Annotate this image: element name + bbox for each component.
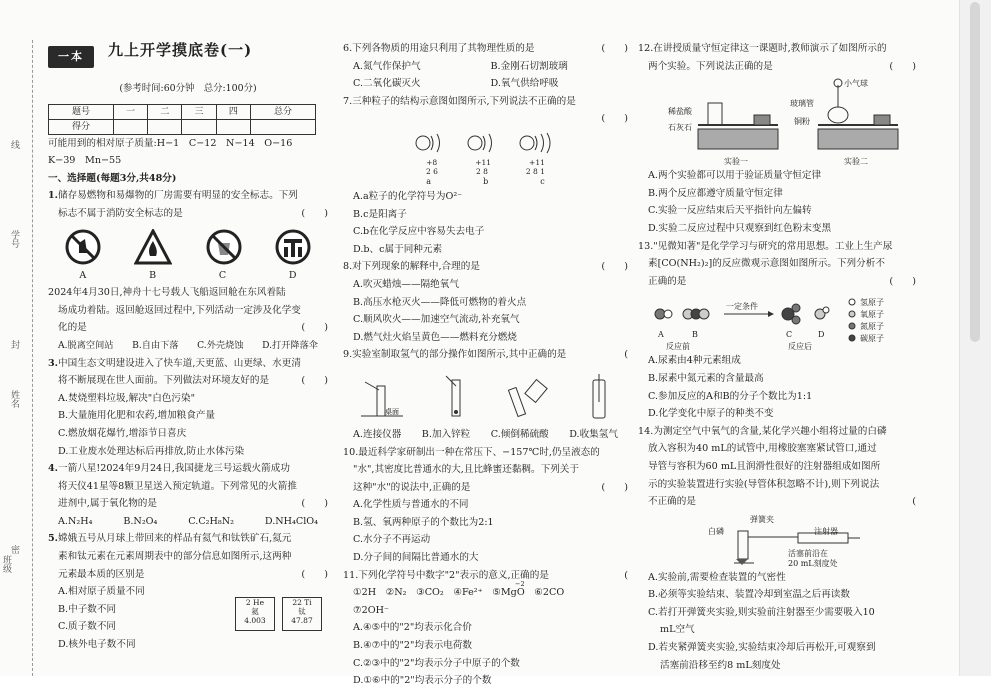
column-1 — [48, 40, 328, 654]
he-symbol: He — [253, 598, 265, 608]
answer-bracket: ( ) — [301, 322, 328, 334]
option-c[interactable]: C.②③中的"2"均表示分子中原子的个数 — [353, 657, 520, 669]
q10-text: 10.最近科学家研制出一种在常压下、−157℃时,仍呈液态的 — [343, 446, 600, 458]
q4-text: 将天仪41星等8颗卫星送入预定轨道。下列常见的火箭推 — [58, 480, 297, 492]
q4-text: 进剂中,属于氧化物的是 — [58, 498, 157, 510]
option-b[interactable]: B.高压水枪灭火——降低可燃物的着火点 — [353, 296, 527, 308]
answer-bracket: ( ) — [601, 481, 628, 493]
collect-hydrogen-icon — [584, 372, 614, 422]
q12-text: 12.在讲授质量守恒定律这一课题时,教师演示了如图所示的 — [638, 43, 887, 54]
vertical-scrollbar[interactable] — [959, 0, 991, 676]
particle-label: a — [426, 176, 432, 186]
option-d[interactable]: D.打开降落伞 — [262, 339, 318, 351]
answer-bracket: ( ) — [601, 43, 628, 54]
question-8 — [343, 258, 628, 346]
option-a[interactable]: A.相对原子质量不同 — [58, 586, 145, 598]
answer-bracket: ( ) — [889, 275, 916, 287]
exp2-caption: 实验二 — [844, 157, 868, 167]
particle-diagrams — [343, 128, 628, 158]
question-6 — [343, 40, 628, 93]
margin-label-xuehao: 学号 — [9, 230, 19, 248]
question-14 — [638, 423, 916, 675]
after-caption: 反应后 — [788, 342, 812, 352]
shells-a: 2 6 — [426, 166, 438, 176]
exam-info: (参考时间:60分钟 总分:100分) — [119, 83, 257, 94]
add-zinc-icon — [436, 372, 476, 422]
ti-name: 钛 — [298, 607, 306, 617]
series-badge: 一本 — [48, 46, 94, 68]
helium-card — [235, 597, 275, 631]
score-cell: 得分 — [49, 119, 114, 134]
option-c[interactable]: C.顺风吹火——加速空气流动,补充氧气 — [353, 314, 520, 326]
fig-label: 稀盐酸 — [668, 107, 692, 117]
option-a[interactable]: A.连接仪器 — [353, 428, 402, 440]
q2-text: 化的是 — [58, 322, 87, 334]
question-10 — [343, 444, 628, 567]
column-3 — [638, 40, 916, 674]
flammable-warning-icon — [134, 229, 172, 265]
safety-signs — [48, 223, 328, 267]
fig-label: 20 mL刻度处 — [788, 558, 838, 568]
ti-symbol: Ti — [304, 598, 312, 608]
answer-bracket: ( ) — [301, 568, 328, 580]
fig-label: 注射器 — [814, 526, 838, 536]
option-b[interactable]: B.必须等实验结束、装置冷却到室温之后再读数 — [648, 589, 850, 601]
score-cell: 四 — [216, 104, 250, 119]
option-b[interactable]: B.④⑦中的"2"均表示电荷数 — [353, 640, 472, 652]
option-b[interactable]: B.金刚石切割玻璃 — [490, 60, 568, 72]
q11-text: 11.下列化学符号中数字"2"表示的意义,正确的是 — [343, 569, 549, 581]
option-c[interactable]: C.参加反应的A和B的分子个数比为1:1 — [648, 390, 813, 402]
option-c[interactable]: C.燃放烟花爆竹,增添节日喜庆 — [58, 427, 187, 439]
option-d[interactable]: D.核外电子数不同 — [58, 639, 136, 651]
question-4: 4.一箭八星!2024年9月24日,我国捷龙三号运载火箭成功 将天仪41星等8颗卫星送入预定轨道。下列常见的火箭推 进剂中,属于氧化物的是 ( ) A.N₂H₄ B.N₂O₄ C.C₂H₈N₂ D.NH₄ClO₄ — [48, 460, 328, 530]
q3-text: 将不断展现在世人面前。下列做法对环境友好的是 — [58, 375, 270, 387]
answer-bracket: ( ) — [601, 113, 628, 125]
q13-text: 13."见微知著"是化学学习与研究的常用思想。工业上生产尿 — [638, 240, 893, 252]
q5-text: 素和钛元素在元素周期表中的部分信息如图所示,这两种 — [58, 551, 292, 563]
element-cards — [231, 583, 328, 653]
particle-label: b — [483, 176, 489, 186]
reaction-condition: 一定条件 — [726, 302, 758, 312]
q14-text: 14.为测定空气中氧气的含量,某化学兴趣小组将过量的白磷 — [638, 425, 887, 437]
scrollbar-thumb[interactable] — [970, 2, 980, 342]
option-d[interactable]: D.氧气供给呼吸 — [490, 78, 559, 90]
balance-experiments — [638, 75, 916, 167]
q10-text: "水",其密度比普通水的大,且比蜂蜜还黏稠。下列关于 — [353, 464, 579, 476]
option-b[interactable]: B.自由下落 — [132, 339, 179, 351]
answer-bracket: ( ) — [601, 261, 628, 273]
energy-saving-sign-icon — [275, 229, 311, 265]
ti-mass: 47.87 — [291, 616, 313, 626]
fig-label: 弹簧夹 — [750, 514, 774, 524]
binding-margin — [0, 40, 40, 676]
question-12 — [638, 40, 916, 238]
option-a[interactable]: A.吹灭蜡烛——隔绝氧气 — [353, 278, 459, 290]
score-input[interactable] — [148, 119, 182, 134]
option-b[interactable]: B.加入锌粒 — [421, 428, 471, 440]
legend-item: 碳原子 — [860, 334, 884, 344]
option-c[interactable]: C.C₂H₈N₂ — [188, 515, 234, 527]
score-table — [48, 104, 316, 135]
score-cell: 二 — [148, 104, 182, 119]
pour-acid-icon — [505, 372, 555, 422]
option-c[interactable]: C.若打开弹簧夹实验,则实验前注射器至少需要吸入10 — [648, 606, 875, 618]
no-fireworks-sign-icon — [206, 229, 242, 265]
margin-label-xingming: 姓名 — [9, 390, 19, 408]
nucleus-c: +11 — [529, 157, 545, 167]
particle-label: c — [540, 176, 545, 186]
question-13 — [638, 238, 916, 423]
option-b[interactable]: B.中子数不同 — [58, 603, 117, 615]
option-a[interactable]: A.④⑤中的"2"均表示化合价 — [353, 622, 472, 634]
option-c[interactable]: C.实验一反应结束后天平指针向左偏转 — [648, 205, 812, 217]
q5-text: 元素最本质的区别是 — [58, 568, 145, 580]
q7-text: 7.三种粒子的结构示意图如图所示,下列说法不正确的是 — [343, 95, 576, 107]
question-2 — [48, 284, 328, 354]
option-b[interactable]: B.氢、氧两种原子的个数比为2:1 — [353, 516, 494, 528]
legend-item: 氢原子 — [860, 298, 884, 308]
score-cell: 总分 — [250, 104, 315, 119]
ti-number: 22 — [292, 598, 302, 608]
score-table-row — [49, 119, 316, 134]
legend-item: 氧原子 — [860, 310, 884, 320]
nucleus-a: +8 — [426, 157, 438, 167]
before-caption: 反应前 — [666, 342, 690, 352]
q1-text: 储存易燃物和易爆物的厂房需要有明显的安全标志。下列 — [58, 190, 298, 202]
option-a[interactable]: A.N₂H₄ — [58, 515, 93, 527]
option-c[interactable]: C.二氧化碳灭火 — [353, 78, 421, 90]
q14-text: 不正确的是 — [648, 496, 696, 508]
q4-text: 一箭八星!2024年9月24日,我国捷龙三号运载火箭成功 — [58, 463, 290, 475]
option-a[interactable]: A.焚烧塑料垃圾,解决"白色污染" — [58, 392, 195, 404]
score-input[interactable] — [114, 119, 148, 134]
particle-c-diagram — [518, 131, 558, 155]
option-c[interactable]: C.倾倒稀硫酸 — [490, 428, 549, 440]
molecule-label: A — [658, 330, 664, 340]
q11-symbols: ①2H ②N₂ ③CO₂ ④Fe²⁺ ⑤MgO ⑥2CO — [353, 587, 565, 599]
q14-text: 示的实验装置进行实验(导管体积忽略不计),则下列说法 — [648, 478, 880, 490]
q1-text: 标志不属于消防安全标志的是 — [58, 207, 183, 219]
q2-text: 场成功着陆。返回舱返回过程中,下列活动一定涉及化学变 — [58, 304, 301, 316]
q5-text: 嫦娥五号从月球上带回来的样品有氦气和钛铁矿石,氦元 — [58, 533, 292, 545]
reaction-diagram — [638, 290, 916, 352]
margin-label-banji: 班级 — [1, 555, 11, 573]
answer-bracket: ( ) — [301, 375, 328, 387]
margin-label-xian: 线 — [9, 140, 19, 149]
he-number: 2 — [245, 598, 251, 608]
option-d[interactable]: D.b、c属于同种元素 — [353, 243, 443, 255]
option-a[interactable]: A.尿素由4种元素组成 — [648, 355, 741, 367]
q6-text: 6.下列各物质的用途只利用了其物理性质的是 — [343, 43, 535, 54]
option-b[interactable]: B.尿素中氮元素的含量最高 — [648, 372, 764, 384]
option-a[interactable]: A.两个实验都可以用于验证质量守恒定律 — [648, 170, 822, 182]
q14-text: 导管与容积为60 mL且润滑性很好的注射器组成如图所 — [648, 460, 881, 472]
option-c[interactable]: C.质子数不同 — [58, 621, 117, 633]
option-c[interactable]: C.b在化学反应中容易失去电子 — [353, 226, 485, 238]
option-a[interactable]: A.脱离空间站 — [58, 339, 114, 351]
apparatus-figure — [638, 511, 916, 569]
score-input[interactable] — [250, 119, 315, 134]
shells-b: 2 8 — [475, 166, 488, 176]
title-row — [48, 40, 328, 74]
answer-bracket: ( — [624, 569, 628, 581]
option-b[interactable]: B.大量施用化肥和农药,增加粮食产量 — [58, 410, 216, 422]
molecule-label: C — [786, 330, 793, 340]
question-1: 1.储存易燃物和易爆物的厂房需要有明显的安全标志。下列 标志不属于消防安全标志的是 ( ) A B C D — [48, 187, 328, 284]
oxygen-apparatus — [638, 511, 916, 569]
q3-text: 中国生态文明建设进入了快车道,天更蓝、山更绿、水更清 — [58, 357, 301, 369]
question-7 — [343, 93, 628, 259]
connect-apparatus-icon — [357, 372, 407, 422]
option-d[interactable]: D.若夹紧弹簧夹实验,实验结束冷却后再松开,可观察到 — [648, 642, 876, 654]
option-a[interactable]: A.氮气作保护气 — [353, 60, 421, 72]
legend-item: 氮原子 — [860, 322, 884, 332]
fig-label: 铜粉 — [794, 117, 810, 127]
option-c[interactable]: C.水分子不再运动 — [353, 534, 431, 546]
answer-bracket: ( — [912, 496, 916, 508]
cut-line — [32, 40, 33, 676]
margin-label-feng: 封 — [9, 340, 19, 349]
q13-text: 素[CO(NH₂)₂]的反应微观示意图如图所示。下列分析不 — [648, 258, 885, 270]
no-fire-sign-icon — [65, 229, 101, 265]
option-a[interactable]: A.a粒子的化学符号为O²⁻ — [353, 190, 463, 202]
q10-text: 这种"水"的说法中,正确的是 — [353, 481, 471, 493]
particle-b-diagram — [466, 131, 500, 155]
option-b[interactable]: B.c是阳离子 — [353, 208, 407, 220]
valence-mark: −2 — [515, 580, 525, 589]
option-b[interactable]: B.N₂O₄ — [123, 515, 158, 527]
q9-text: 9.实验室制取氢气的部分操作如图所示,其中正确的是 — [343, 349, 567, 361]
nucleus-b: +11 — [475, 157, 492, 167]
section-heading: 一、选择题(每题3分,共48分) — [48, 172, 177, 184]
option-d[interactable]: D.实验二反应过程中只观察到红色粉末变黑 — [648, 222, 832, 234]
option-c-cont: mL空气 — [660, 624, 695, 636]
q12-text: 两个实验。下列说法正确的是 — [648, 60, 773, 72]
question-9 — [343, 346, 628, 443]
fig-label: 活塞前沿在 — [788, 548, 828, 558]
column-2 — [343, 40, 628, 690]
atomic-mass-line: 可能用到的相对原子质量:H−1 C−12 N−14 O−16 — [48, 137, 293, 149]
option-a[interactable]: A.化学性质与普通水的不同 — [353, 499, 469, 511]
question-11 — [343, 567, 628, 690]
option-b[interactable]: B.两个反应都遵守质量守恒定律 — [648, 187, 783, 199]
atomic-mass-line: K−39 Mn−55 — [48, 155, 122, 167]
page-title: 九上开学摸底卷(一) — [108, 41, 253, 59]
exp1-caption: 实验一 — [724, 157, 748, 167]
he-mass: 4.003 — [244, 616, 266, 626]
option-d[interactable]: D.燃气灶火焰呈黄色——燃料充分燃烧 — [353, 331, 517, 343]
score-table-header — [49, 104, 316, 119]
option-a[interactable]: A.实验前,需要检查装置的气密性 — [648, 571, 786, 583]
shells-c: 2 8 1 — [525, 166, 545, 176]
q8-text: 8.对下列现象的解释中,合理的是 — [343, 261, 480, 273]
bench-label: 桌面 — [385, 407, 400, 416]
answer-bracket: ( — [624, 349, 628, 361]
fig-label: 石灰石 — [668, 123, 692, 133]
option-d-cont: 活塞前沿移至约8 mL刻度处 — [660, 659, 781, 671]
fig-label: 玻璃管 — [790, 99, 814, 109]
q14-text: 放入容积为40 mL的试管中,用橡胶塞塞紧试管口,通过 — [648, 443, 877, 455]
score-input[interactable] — [182, 119, 216, 134]
option-d[interactable]: D.NH₄ClO₄ — [264, 515, 318, 527]
score-cell: 三 — [182, 104, 216, 119]
question-5: 5.嫦娥五号从月球上带回来的样品有氦气和钛铁矿石,氦元 素和钛元素在元素周期表中的部分信息如图所示,这两种 元素最本质的区别是 ( ) A.相对原子质量不同 B.中子数不同 C.质子数不同 D.核外电子数不同 2 He 氦 4.003 22 Ti 钛 47.87 — [48, 530, 328, 653]
answer-bracket: ( ) — [889, 60, 916, 72]
q13-text: 正确的是 — [648, 275, 687, 287]
fig-label: 白磷 — [708, 526, 724, 536]
answer-bracket: ( ) — [301, 498, 328, 510]
titanium-card — [282, 597, 322, 631]
question-3: 3.中国生态文明建设进入了快车道,天更蓝、山更绿、水更清 将不断展现在世人面前。下列做法对环境友好的是 ( ) A.焚烧塑料垃圾,解决"白色污染" B.大量施用化肥和农药,增加粮食产量 C.燃放烟花爆竹,增添节日喜庆 D.工业废水处理达标后再排放,防止水体污染 — [48, 355, 328, 461]
sign-caption: B — [149, 269, 157, 281]
margin-label-mi: 密 — [9, 545, 19, 554]
he-name: 氦 — [251, 607, 259, 617]
answer-bracket: ( ) — [301, 207, 328, 219]
fig-label: 小气球 — [844, 79, 868, 89]
option-d[interactable]: D.工业废水处理达标后再排放,防止水体污染 — [58, 445, 245, 457]
option-c[interactable]: C.外壳烧蚀 — [197, 339, 244, 351]
score-cell: 题号 — [49, 104, 114, 119]
sign-caption: D — [288, 269, 297, 281]
option-d[interactable]: D.分子间的间隔比普通水的大 — [353, 552, 479, 564]
q11-symbols: ⑦2OH⁻ — [353, 604, 389, 616]
sign-caption: A — [79, 269, 87, 281]
score-input[interactable] — [216, 119, 250, 134]
particle-a-diagram — [414, 131, 448, 155]
q2-text: 2024年4月30日,神舟十七号载人飞船返回舱在东风着陆 — [48, 287, 286, 299]
molecule-label: B — [692, 330, 698, 340]
sign-caption: C — [218, 269, 227, 281]
lab-operations — [343, 364, 628, 426]
molecule-label: D — [818, 330, 825, 340]
option-d[interactable]: D.收集氢气 — [569, 428, 618, 440]
option-d[interactable]: D.①⑥中的"2"均表示分子的个数 — [353, 675, 492, 687]
score-cell: 一 — [114, 104, 148, 119]
option-d[interactable]: D.化学变化中原子的种类不变 — [648, 408, 774, 420]
